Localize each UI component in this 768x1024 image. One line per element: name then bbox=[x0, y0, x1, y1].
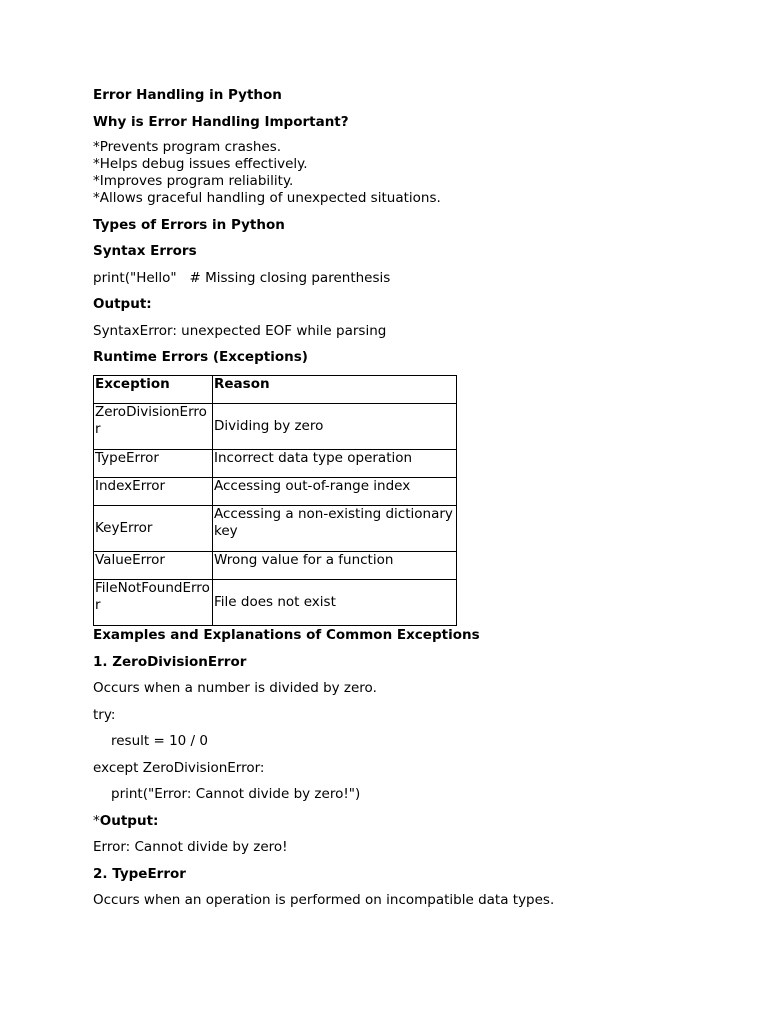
list-item: *Prevents program crashes. bbox=[93, 139, 282, 155]
syntax-heading: Syntax Errors bbox=[93, 243, 197, 259]
table-cell-exception: IndexError bbox=[94, 478, 213, 506]
code-line: print("Error: Cannot divide by zero!") bbox=[111, 786, 361, 802]
document-body bbox=[93, 86, 693, 909]
runtime-heading: Runtime Errors (Exceptions) bbox=[93, 349, 308, 365]
output-label-text: Output: bbox=[99, 812, 159, 829]
types-heading: Types of Errors in Python bbox=[93, 216, 285, 233]
te-heading: 2. TypeError bbox=[93, 865, 186, 882]
table-cell-reason: Incorrect data type operation bbox=[213, 450, 457, 478]
table-row bbox=[94, 506, 457, 552]
te-description: Occurs when an operation is performed on incompatible data types. bbox=[93, 892, 555, 908]
zde-output-label bbox=[93, 812, 693, 830]
table-cell-reason: Accessing a non-existing dictionary key bbox=[213, 506, 457, 552]
output-label: Output: bbox=[93, 296, 152, 312]
table-cell-exception: TypeError bbox=[94, 450, 213, 478]
table-row bbox=[94, 404, 457, 450]
output-prefix: * bbox=[93, 812, 100, 829]
table-row bbox=[94, 552, 457, 580]
code-line: except ZeroDivisionError: bbox=[93, 759, 265, 776]
exceptions-table bbox=[93, 375, 457, 626]
table-cell-exception: KeyError bbox=[94, 506, 213, 552]
zde-description: Occurs when a number is divided by zero. bbox=[93, 680, 377, 696]
table-cell-reason: Wrong value for a function bbox=[213, 552, 457, 580]
table-cell-exception: ZeroDivisionError bbox=[94, 404, 213, 450]
why-heading: Why is Error Handling Important? bbox=[93, 113, 349, 130]
code-line: try: bbox=[93, 706, 116, 723]
table-row bbox=[94, 580, 457, 626]
table-cell-reason: Accessing out-of-range index bbox=[213, 478, 457, 506]
list-item: *Helps debug issues effectively. bbox=[93, 156, 308, 172]
table-row bbox=[94, 450, 457, 478]
bullet-list bbox=[93, 139, 693, 207]
zde-heading: 1. ZeroDivisionError bbox=[93, 653, 247, 670]
list-item: *Allows graceful handling of unexpected situations. bbox=[93, 190, 441, 206]
table-row bbox=[94, 478, 457, 506]
syntax-code: print("Hello" # Missing closing parenthesis bbox=[93, 269, 391, 286]
syntax-output: SyntaxError: unexpected EOF while parsing bbox=[93, 322, 387, 339]
table-cell-reason: File does not exist bbox=[213, 580, 457, 626]
table-header-row bbox=[94, 376, 457, 404]
zde-output: Error: Cannot divide by zero! bbox=[93, 839, 288, 855]
table-cell-exception: FileNotFoundError bbox=[94, 580, 213, 626]
table-header-exception: Exception bbox=[94, 376, 213, 404]
code-line: result = 10 / 0 bbox=[111, 733, 208, 749]
document-title: Error Handling in Python bbox=[93, 87, 282, 103]
table-cell-reason: Dividing by zero bbox=[213, 404, 457, 450]
table-header-reason: Reason bbox=[213, 376, 457, 404]
table-cell-exception: ValueError bbox=[94, 552, 213, 580]
list-item: *Improves program reliability. bbox=[93, 173, 294, 189]
examples-heading: Examples and Explanations of Common Exceptions bbox=[93, 627, 480, 643]
